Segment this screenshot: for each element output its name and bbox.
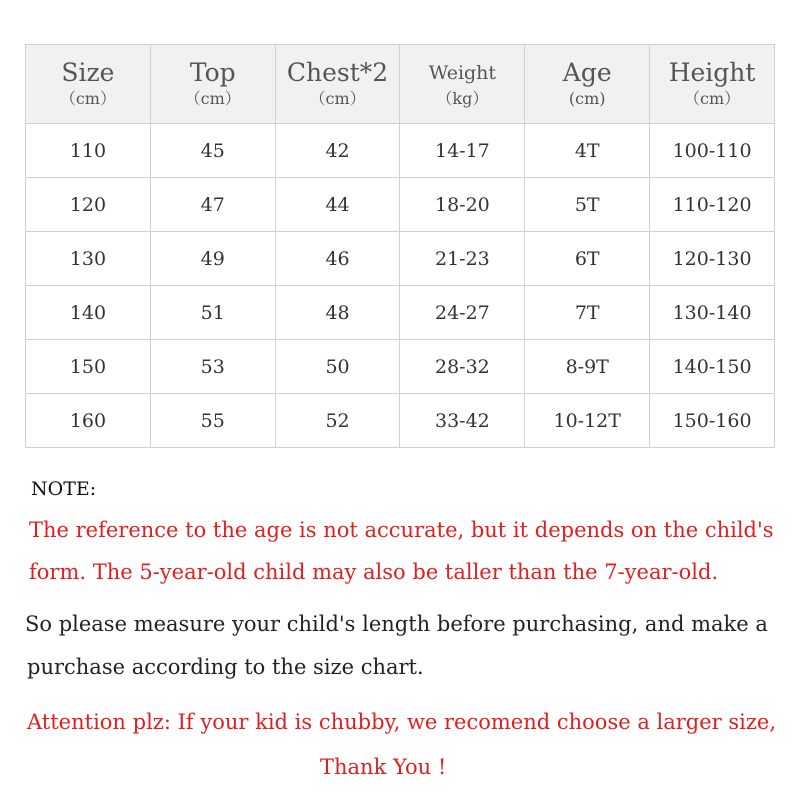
cell-age: 4T bbox=[525, 124, 650, 178]
attention-note: Attention plz: If your kid is chubby, we recomend choose a larger size, bbox=[27, 710, 777, 734]
header-title: Size bbox=[61, 58, 115, 87]
cell-height: 130-140 bbox=[650, 286, 775, 340]
cell-age: 10-12T bbox=[525, 394, 650, 448]
cell-top: 53 bbox=[150, 340, 275, 394]
header-unit: (cm) bbox=[568, 89, 606, 108]
header-unit: （cm） bbox=[309, 89, 366, 108]
cell-size: 140 bbox=[26, 286, 151, 340]
cell-top: 49 bbox=[150, 232, 275, 286]
cell-age: 6T bbox=[525, 232, 650, 286]
header-title: Top bbox=[189, 58, 236, 87]
cell-top: 55 bbox=[150, 394, 275, 448]
cell-chest: 50 bbox=[275, 340, 400, 394]
thank-you-note: Thank You ! bbox=[320, 755, 447, 779]
cell-weight: 18-20 bbox=[400, 178, 525, 232]
header-unit: （kg） bbox=[436, 89, 489, 108]
cell-chest: 48 bbox=[275, 286, 400, 340]
cell-chest: 44 bbox=[275, 178, 400, 232]
age-accuracy-note-line-2: form. The 5-year-old child may also be taller than the 7-year-old. bbox=[29, 560, 719, 584]
header-title: Height bbox=[668, 58, 756, 87]
cell-age: 7T bbox=[525, 286, 650, 340]
header-unit: （cm） bbox=[184, 89, 241, 108]
cell-size: 160 bbox=[26, 394, 151, 448]
measure-note-line-2: purchase according to the size chart. bbox=[27, 655, 424, 679]
cell-size: 150 bbox=[26, 340, 151, 394]
cell-weight: 28-32 bbox=[400, 340, 525, 394]
cell-size: 130 bbox=[26, 232, 151, 286]
cell-top: 51 bbox=[150, 286, 275, 340]
cell-size: 110 bbox=[26, 124, 151, 178]
cell-age: 5T bbox=[525, 178, 650, 232]
cell-height: 120-130 bbox=[650, 232, 775, 286]
cell-weight: 21-23 bbox=[400, 232, 525, 286]
cell-size: 120 bbox=[26, 178, 151, 232]
cell-weight: 14-17 bbox=[400, 124, 525, 178]
age-accuracy-note-line-1: The reference to the age is not accurate, but it depends on the child's bbox=[29, 518, 774, 542]
header-unit: （cm） bbox=[684, 89, 741, 108]
cell-top: 45 bbox=[150, 124, 275, 178]
cell-height: 100-110 bbox=[650, 124, 775, 178]
cell-weight: 33-42 bbox=[400, 394, 525, 448]
cell-height: 110-120 bbox=[650, 178, 775, 232]
header-title: Weight bbox=[428, 62, 497, 84]
header-unit: （cm） bbox=[59, 89, 116, 108]
cell-height: 140-150 bbox=[650, 340, 775, 394]
cell-age: 8-9T bbox=[525, 340, 650, 394]
header-title: Chest*2 bbox=[286, 58, 389, 87]
cell-weight: 24-27 bbox=[400, 286, 525, 340]
cell-chest: 52 bbox=[275, 394, 400, 448]
header-title: Age bbox=[562, 58, 612, 87]
cell-height: 150-160 bbox=[650, 394, 775, 448]
cell-top: 47 bbox=[150, 178, 275, 232]
cell-chest: 46 bbox=[275, 232, 400, 286]
measure-note-line-1: So please measure your child's length before purchasing, and make a bbox=[25, 612, 768, 636]
cell-chest: 42 bbox=[275, 124, 400, 178]
note-label: NOTE: bbox=[31, 478, 97, 500]
